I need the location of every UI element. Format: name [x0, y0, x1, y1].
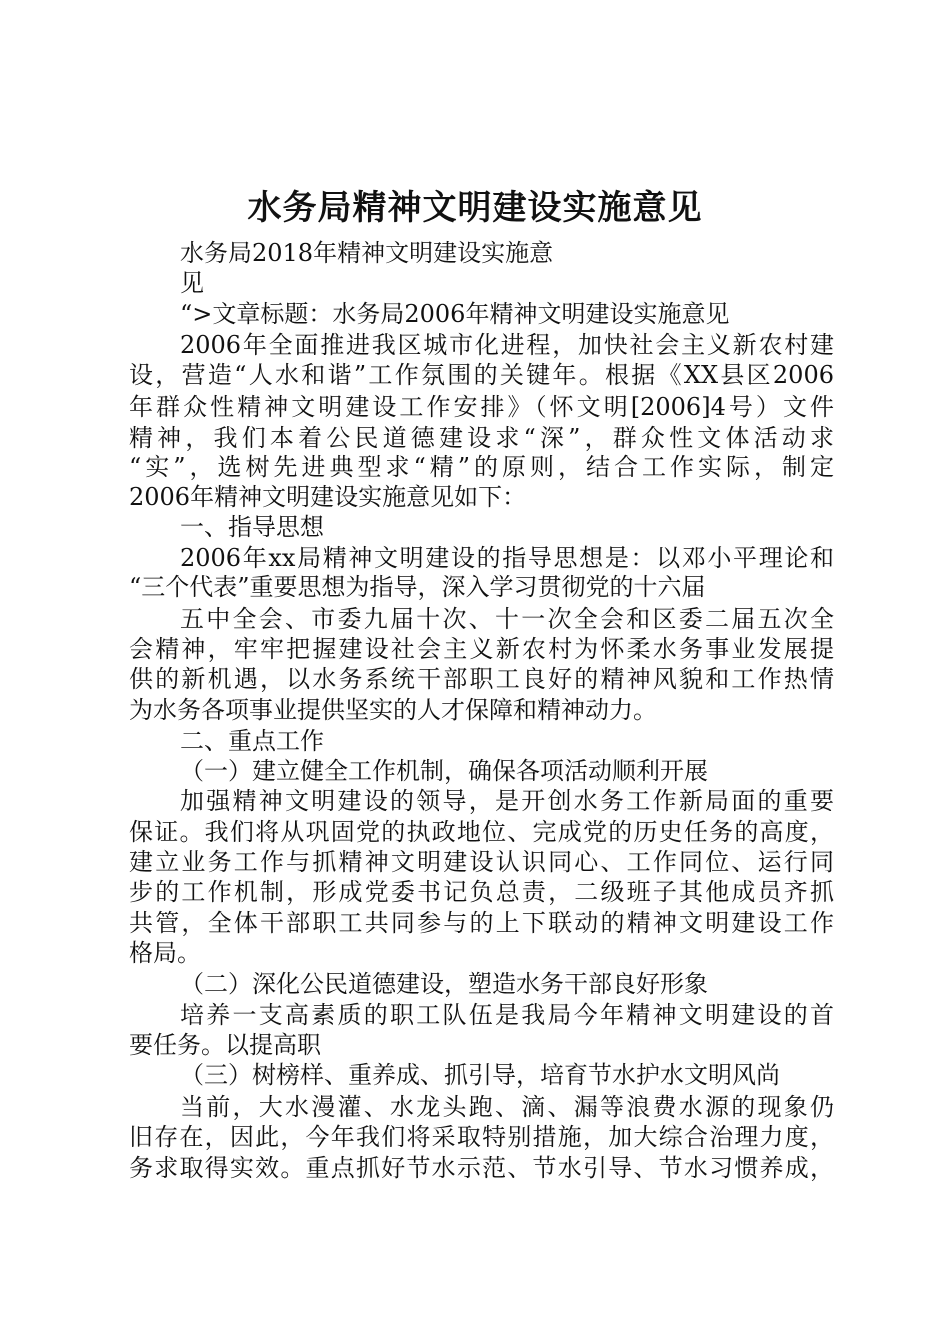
subtitle-line: 水务局2018年精神文明建设实施意 [180, 239, 554, 267]
subsection-heading: （二）深化公民道德建设，塑造水务干部良好形象 [180, 970, 708, 998]
paragraph-line: 供的新机遇，以水务系统干部职工良好的精神风貌和工作热情 [129, 665, 834, 693]
paragraph-line: 建立业务工作与抓精神文明建设认识同心、工作同位、运行同 [129, 848, 834, 876]
paragraph-line: 保证。我们将从巩固党的执政地位、完成党的历史任务的高度， [129, 818, 834, 846]
section-heading: 一、指导思想 [180, 513, 324, 541]
paragraph-line: “实”，选树先进典型求“精”的原则，结合工作实际，制定 [129, 453, 834, 481]
paragraph-line: 五中全会、市委九届十次、十一次全会和区委二届五次全 [180, 605, 834, 633]
paragraph-line: 当前，大水漫灌、水龙头跑、滴、漏等浪费水源的现象仍 [180, 1093, 834, 1121]
paragraph-line: 精神，我们本着公民道德建设求“深”，群众性文体活动求 [129, 424, 834, 452]
paragraph-line: 旧存在，因此，今年我们将采取特别措施，加大综合治理力度， [129, 1123, 834, 1151]
paragraph-line: 2006年精神文明建设实施意见如下： [129, 483, 527, 511]
paragraph-line: 步的工作机制，形成党委书记负总责，二级班子其他成员齐抓 [129, 878, 834, 906]
paragraph-line: 培养一支高素质的职工队伍是我局今年精神文明建设的首 [180, 1001, 834, 1029]
subsection-heading: （三）树榜样、重养成、抓引导，培育节水护水文明风尚 [180, 1061, 780, 1089]
section-heading: 二、重点工作 [180, 727, 324, 755]
paragraph-line: 务求取得实效。重点抓好节水示范、节水引导、节水习惯养成， [129, 1154, 834, 1182]
paragraph-line: 格局。 [129, 939, 201, 967]
article-title-line: “>文章标题：水务局2006年精神文明建设实施意见 [180, 300, 730, 328]
paragraph-line: 加强精神文明建设的领导，是开创水务工作新局面的重要 [180, 787, 834, 815]
paragraph-line: 共管，全体干部职工共同参与的上下联动的精神文明建设工作 [129, 909, 834, 937]
subtitle-line-wrap: 见 [180, 269, 204, 297]
paragraph-line: 要任务。以提高职 [129, 1031, 321, 1059]
paragraph-line: 2006年全面推进我区城市化进程，加快社会主义新农村建 [180, 331, 834, 359]
paragraph-line: 为水务各项事业提供坚实的人才保障和精神动力。 [129, 696, 657, 724]
paragraph-line: “三个代表”重要思想为指导，深入学习贯彻党的十六届 [129, 573, 706, 601]
paragraph-line: 年群众性精神文明建设工作安排》（怀文明[2006]4号）文件 [129, 393, 834, 421]
document-title: 水务局精神文明建设实施意见 [247, 188, 703, 228]
paragraph-line: 设，营造“人水和谐”工作氛围的关键年。根据《XX县区2006 [129, 361, 834, 389]
subsection-heading: （一）建立健全工作机制，确保各项活动顺利开展 [180, 757, 708, 785]
paragraph-line: 2006年xx局精神文明建设的指导思想是：以邓小平理论和 [180, 544, 834, 572]
paragraph-line: 会精神，牢牢把握建设社会主义新农村为怀柔水务事业发展提 [129, 635, 834, 663]
